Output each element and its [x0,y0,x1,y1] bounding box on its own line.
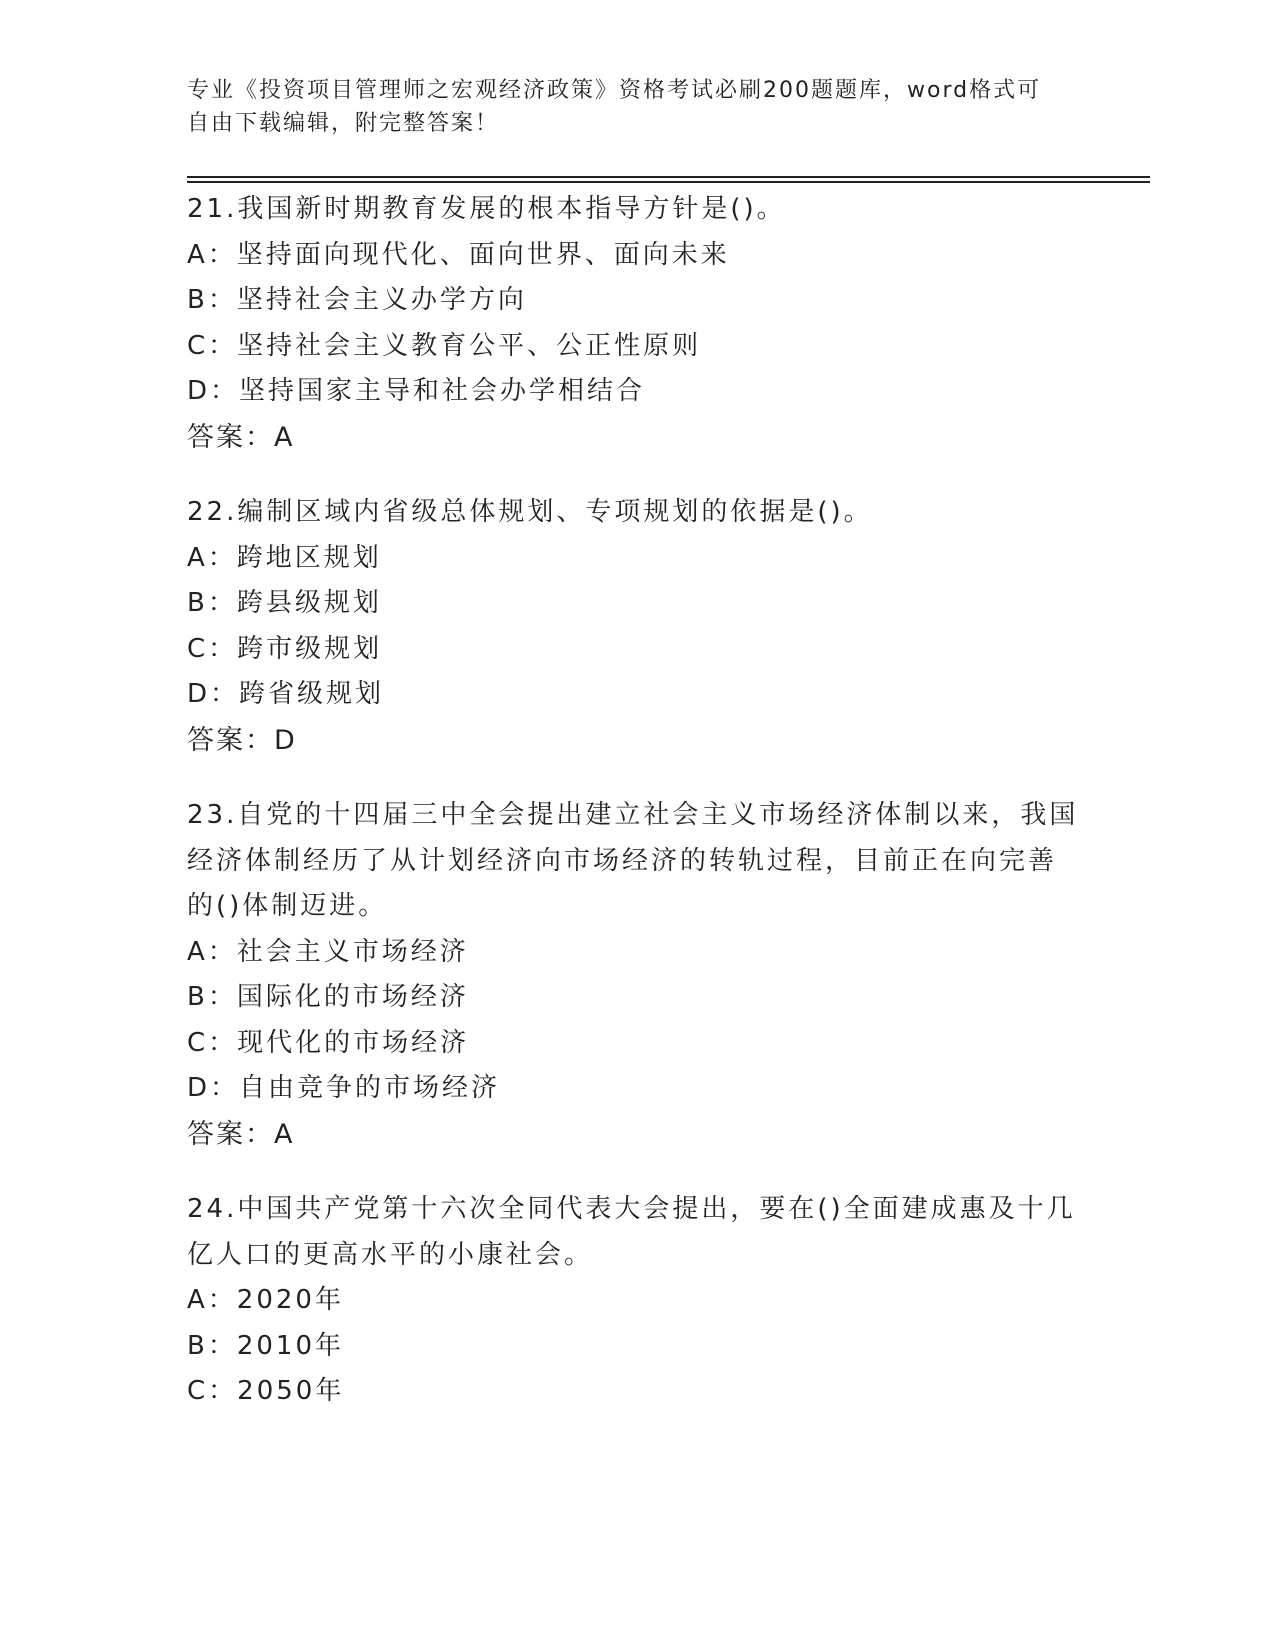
option-c: C：跨市级规划 [187,633,383,664]
question-stem-line-2: 经济体制经历了从计划经济向市场经济的转轨过程，目前正在向完善 [187,845,1058,876]
answer-line: 答案：A [187,1118,295,1150]
question-stem: 22.编制区域内省级总体规划、专项规划的依据是()。 [187,497,873,527]
document-header [187,74,1087,140]
question-stem-line-2: 亿人口的更高水平的小康社会。 [187,1239,594,1270]
header-line-1: 专业《投资项目管理师之宏观经济政策》资格考试必刷200题题库，word格式可 [187,78,1042,103]
question-24 [187,1187,1087,1415]
option-a: A：社会主义市场经济 [187,936,469,967]
option-d: D：跨省级规划 [187,679,385,709]
option-b: B：国际化的市场经济 [187,982,469,1012]
option-b: B：2010年 [187,1330,345,1361]
question-stem-line-1: 24.中国共产党第十六次全同代表大会提出，要在()全面建成惠及十几 [187,1194,1076,1224]
answer-line: 答案：D [187,724,297,756]
option-b: B：跨县级规划 [187,588,382,618]
option-c: C：2050年 [187,1376,345,1406]
question-23 [187,793,1087,1157]
answer-line: 答案：A [187,421,295,453]
header-line-2: 自由下载编辑，附完整答案！ [187,111,500,136]
option-c: C：坚持社会主义教育公平、公正性原则 [187,330,702,361]
option-d: D：自由竞争的市场经济 [187,1073,501,1103]
question-stem-line-1: 23.自党的十四届三中全会提出建立社会主义市场经济体制以来，我国 [187,800,1079,830]
option-a: A：坚持面向现代化、面向世界、面向未来 [187,239,730,270]
option-b: B：坚持社会主义办学方向 [187,285,527,315]
question-22 [187,490,1087,763]
option-d: D：坚持国家主导和社会办学相结合 [187,376,646,406]
option-c: C：现代化的市场经济 [187,1027,470,1058]
header-divider-top [187,176,1150,178]
question-21 [187,187,1087,460]
option-a: A：2020年 [187,1285,344,1315]
question-stem-line-3: 的()体制迈进。 [187,891,388,921]
question-stem: 21.我国新时期教育发展的根本指导方针是()。 [187,194,786,224]
option-a: A：跨地区规划 [187,542,382,573]
question-list [187,187,1087,1445]
header-divider-bottom [187,181,1150,183]
